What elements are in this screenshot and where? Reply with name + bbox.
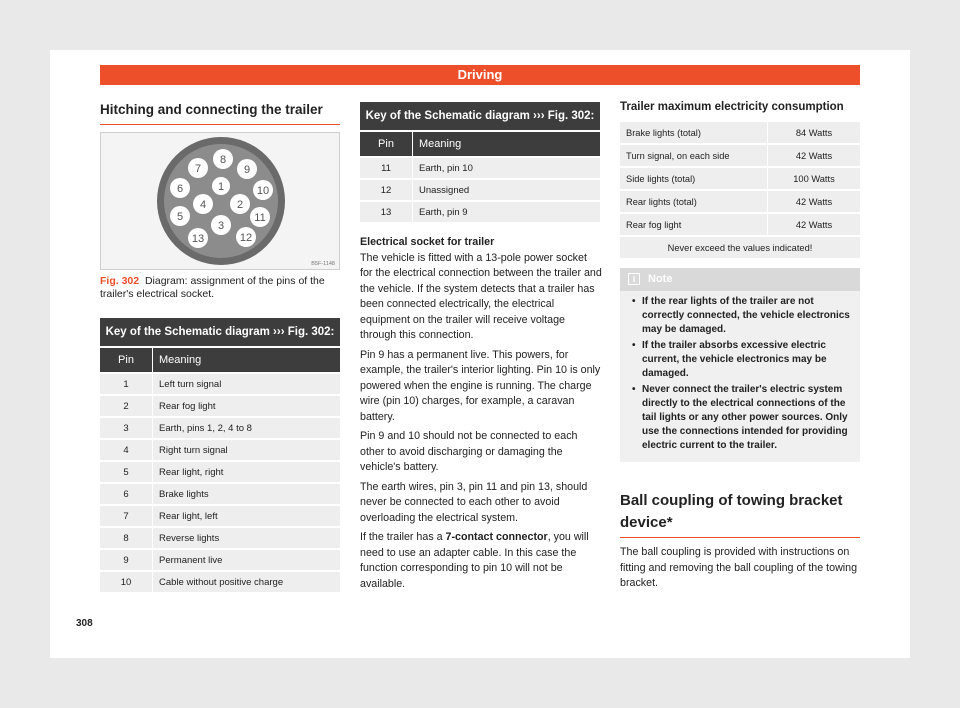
socket-text — [360, 235, 602, 592]
pin-label: 9 — [243, 164, 251, 176]
pin-key-table-1 — [100, 316, 340, 594]
pin-cell: 7 — [100, 506, 153, 526]
note-item: • Never connect the trailer's electric system directly to the electrical connections of the tail lights or any other power sources. Only use the connections intended for providing electric current to the trailer. — [632, 383, 852, 453]
pin-cell: 13 — [360, 202, 413, 222]
pin-cell: 9 — [100, 550, 153, 570]
table-row — [100, 462, 340, 482]
socket-heading: Electrical socket for trailer — [360, 236, 495, 248]
pin-cell: 5 — [100, 462, 153, 482]
pin-cell: 4 — [100, 440, 153, 460]
ball-coupling-heading: Ball coupling of towing bracket device* — [620, 490, 860, 538]
pin-label: 5 — [176, 211, 184, 223]
table-row — [100, 484, 340, 504]
table-row — [360, 180, 600, 200]
pin-label: 2 — [236, 199, 244, 211]
connector-term: 7-contact connector — [445, 531, 548, 543]
pin-label: 7 — [194, 163, 202, 175]
load-cell: Rear fog light — [620, 214, 767, 235]
pin-label: 1 — [217, 181, 225, 193]
table-row — [620, 214, 860, 235]
pin-label: 8 — [219, 154, 227, 166]
pin-label: 6 — [176, 183, 184, 195]
note-box — [620, 268, 860, 462]
note-list — [620, 291, 860, 453]
col-pin-header: Pin — [360, 132, 413, 156]
meaning-cell: Unassigned — [413, 180, 600, 200]
table-row — [620, 122, 860, 143]
table-row — [100, 418, 340, 438]
meaning-cell: Permanent live — [153, 550, 340, 570]
table-row — [100, 506, 340, 526]
watts-cell: 42 Watts — [767, 191, 860, 212]
table-row — [620, 237, 860, 258]
table-row — [360, 158, 600, 178]
paragraph: The earth wires, pin 3, pin 11 and pin 13, should never be connected to each other to avoid overloading the electrical system. — [360, 480, 588, 524]
table-row — [620, 145, 860, 166]
pin-cell: 1 — [100, 374, 153, 394]
figure-number: Fig. 302 — [100, 275, 140, 287]
pin-label: 4 — [199, 199, 207, 211]
pin-cell: 6 — [100, 484, 153, 504]
table-row — [100, 374, 340, 394]
pin-label: 3 — [217, 220, 225, 232]
text-run: , you will need to use an adapter cable. In this case the function corresponding to pin 10 will not be available. — [360, 531, 589, 590]
pin-cell: 8 — [100, 528, 153, 548]
load-cell: Rear lights (total) — [620, 191, 767, 212]
note-item: • If the rear lights of the trailer are not correctly connected, the vehicle electronics may be damaged. — [632, 295, 852, 337]
socket-figure — [100, 132, 340, 270]
pin-label: 13 — [191, 233, 205, 245]
meaning-cell: Earth, pin 9 — [413, 202, 600, 222]
pin-label: 11 — [254, 212, 266, 224]
pin-cell: 10 — [100, 572, 153, 592]
note-item: • If the trailer absorbs excessive electric current, the vehicle electronics may be damaged. — [632, 339, 852, 381]
load-cell: Turn signal, on each side — [620, 145, 767, 166]
col-meaning-header: Meaning — [413, 132, 600, 156]
meaning-cell: Cable without positive charge — [153, 572, 340, 592]
paragraph: The vehicle is fitted with a 13-pole power socket for the electrical connection between the trailer and the vehicle. If the system detects that a trailer has been connected electrically, the electrical equipment on the trailer will receive voltage through this connection. — [360, 251, 602, 341]
meaning-cell: Rear light, left — [153, 506, 340, 526]
watts-cell: 100 Watts — [767, 168, 860, 189]
meaning-cell: Reverse lights — [153, 528, 340, 548]
table-row — [360, 202, 600, 222]
page-number: 308 — [76, 618, 93, 629]
watts-cell: 84 Watts — [767, 122, 860, 143]
watts-cell: 42 Watts — [767, 214, 860, 235]
table-footer: Never exceed the values indicated! — [620, 237, 860, 258]
paragraph — [360, 530, 602, 592]
meaning-cell: Left turn signal — [153, 374, 340, 394]
meaning-cell: Right turn signal — [153, 440, 340, 460]
table-row — [620, 168, 860, 189]
pin-cell: 11 — [360, 158, 413, 178]
figure-caption-text: Diagram: assignment of the pins of the trailer's electrical socket. — [100, 275, 325, 300]
meaning-cell: Earth, pins 1, 2, 4 to 8 — [153, 418, 340, 438]
manual-page — [50, 50, 910, 658]
pin-cell: 2 — [100, 396, 153, 416]
paragraph: Pin 9 and 10 should not be connected to each other to avoid discharging or damaging the vehicle's battery. — [360, 430, 578, 473]
table-title: Key of the Schematic diagram ››› Fig. 302: — [100, 318, 340, 346]
table-row — [100, 572, 340, 592]
info-icon: i — [628, 273, 640, 285]
socket-diagram — [101, 133, 339, 269]
paragraph: Pin 9 has a permanent live. This powers, for example, the trailer's interior lighting. Pin 10 is only powered when the engine is running. The charge wire (pin 10) charges, for example, a caravan battery. — [360, 348, 601, 423]
table-row — [100, 440, 340, 460]
meaning-cell: Earth, pin 10 — [413, 158, 600, 178]
figure-code: B5F-1148 — [311, 261, 335, 267]
watts-cell: 42 Watts — [767, 145, 860, 166]
text-run: If the trailer has a — [360, 531, 446, 543]
load-cell: Side lights (total) — [620, 168, 767, 189]
meaning-cell: Brake lights — [153, 484, 340, 504]
chapter-header: Driving — [100, 65, 860, 85]
table-row — [100, 528, 340, 548]
table-row — [100, 550, 340, 570]
note-header — [620, 268, 860, 291]
figure-caption — [100, 275, 340, 301]
consumption-table — [620, 120, 860, 260]
meaning-cell: Rear light, right — [153, 462, 340, 482]
load-cell: Brake lights (total) — [620, 122, 767, 143]
pin-label: 10 — [256, 185, 270, 197]
table-title: Key of the Schematic diagram ››› Fig. 302: — [360, 102, 600, 130]
col-pin-header: Pin — [100, 348, 153, 372]
pin-cell: 12 — [360, 180, 413, 200]
pin-key-table-2 — [360, 100, 600, 224]
col-meaning-header: Meaning — [153, 348, 340, 372]
table-row — [620, 191, 860, 212]
ball-coupling-text: The ball coupling is provided with instructions on fitting and removing the ball coupling of the towing bracket. — [620, 546, 858, 589]
meaning-cell: Rear fog light — [153, 396, 340, 416]
pin-label: 12 — [239, 232, 253, 244]
section-title: Hitching and connecting the trailer — [100, 100, 340, 125]
pin-cell: 3 — [100, 418, 153, 438]
consumption-heading: Trailer maximum electricity consumption — [620, 101, 844, 113]
note-title: Note — [648, 273, 673, 285]
table-row — [100, 396, 340, 416]
